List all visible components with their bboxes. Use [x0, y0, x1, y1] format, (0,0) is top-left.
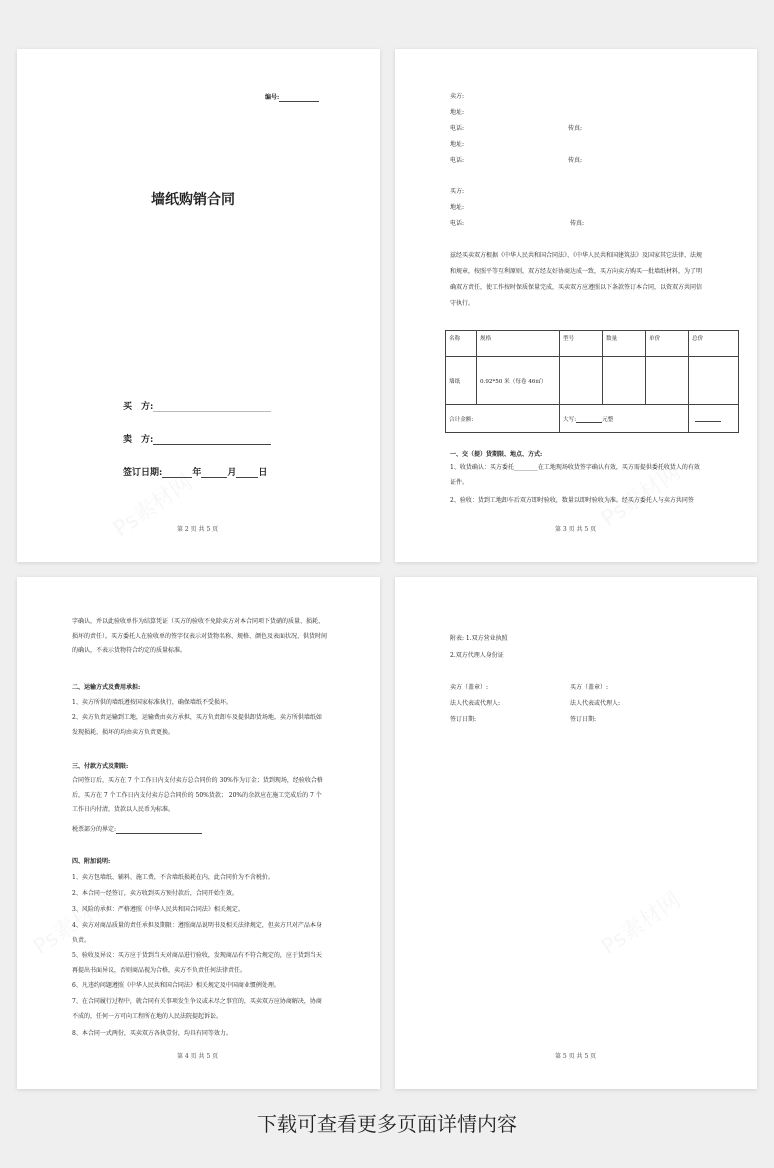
attachment-1: 附表: 1.双方营业执照 [450, 635, 508, 642]
buyer-field [123, 399, 271, 412]
table-row [446, 357, 739, 405]
contract-number-label: 编号: [265, 94, 280, 101]
section4-item: 3、风险的承担：严格遵照《中华人民共和国合同法》相关规定。 [72, 906, 244, 913]
section2-item: 1、卖方所供的墙纸遵按国家标准执行，确保墙纸不受损坏。 [72, 699, 232, 706]
table-header-cell: 总价 [689, 331, 739, 357]
total-amount-cell [446, 405, 560, 433]
section1-item1: 1、收货确认：买方委托________在工地现场收货签字确认有效，买方需提供委托收货人的有效证件。 [450, 464, 700, 486]
total-blank-cell [689, 405, 739, 433]
section3-title: 三、付款方式及期限: [72, 763, 129, 770]
section4-item: 4、卖方对商品质量的责任承担及期限：遵照商品说明书及相关法律规定，但卖方只对产品本身负责。 [72, 922, 322, 944]
contract-number-field [265, 94, 319, 102]
party2-phone: 电话: [450, 220, 465, 227]
day-label: 日 [258, 468, 268, 478]
page-footer: 第 4 页 共 5 页 [177, 1053, 219, 1060]
party1-phone: 电话: [450, 125, 465, 132]
buyer-label: 买 方: [123, 402, 154, 412]
section4-item: 5、验收及异议：买方应于货到当天对商品进行验收，发现商品有不符合规定的，应于货到当天再提出书面异议，否则商品视为合格，卖方不负责任何法律责任。 [72, 952, 322, 974]
table-cell [560, 357, 603, 405]
seller-seal-label: 卖方（盖章）: [450, 684, 489, 691]
section4-item: 8、本合同一式两份，买卖双方各执壹份，均具有同等效力。 [72, 1030, 232, 1037]
contract-terms-page [17, 577, 380, 1089]
download-more-caption[interactable]: 下载可查看更多页面详情内容 [257, 1112, 517, 1136]
party1-fax-2: 传真: [568, 157, 583, 164]
party1-phone-2: 电话: [450, 157, 465, 164]
continued-paragraph: 字确认，并以此验收单作为结算凭证（买方的验收不免除卖方对本合同项下货硝的质量、损耗、损坏的责任）。买方委托人在验收单的签字仅表示对货物名称、规格、颜色及表面状况、供货时间的确认，不表示货物符合约定的质量标准。 [72, 618, 328, 654]
party2-fax: 传真: [570, 220, 585, 227]
goods-table [445, 330, 739, 433]
capital-label: 大写: [563, 416, 577, 423]
table-total-row [446, 405, 739, 433]
contract-parties-page [395, 49, 757, 562]
section4-item: 2、本合同一经签订，卖方收到买方预付款后，合同开始生效。 [72, 890, 238, 897]
seller-label: 卖 方: [123, 435, 154, 445]
party1-address-2: 地址: [450, 141, 465, 148]
contract-signature-page [395, 577, 757, 1089]
table-cell: 墙纸 [446, 357, 477, 405]
table-cell [646, 357, 689, 405]
party2-buyer: 买方: [450, 188, 465, 195]
section4-item: 7、在合同履行过程中，就合同有关事项发生争议或未尽之事宜的，买卖双方应协商解决，协商不成的，任何一方可向工程所在地的人民法院提起诉讼。 [72, 998, 322, 1020]
table-cell [689, 357, 739, 405]
table-cell: 0.92*50 米（每卷 46㎡） [477, 357, 560, 405]
page-footer: 第 5 页 共 5 页 [555, 1053, 597, 1060]
party1-address: 地址: [450, 109, 465, 116]
section1-title: 一、交（提）货期限、地点、方式: [450, 451, 543, 458]
buyer-seal-label: 买方（盖章）: [570, 684, 609, 691]
total-amount-label: 合计金额: [449, 416, 474, 423]
section4-item: 1、卖方包墙纸、辅料、施工费，不含墙纸损耗在内，此合同价为不含税价。 [72, 874, 274, 881]
signing-date-field [123, 465, 267, 478]
watermark [594, 884, 686, 961]
seller-date-label: 签订日期: [450, 716, 477, 723]
intro-paragraph: 兹经买卖双方根据《中华人民共和国合同法》、《中华人民共和国建筑法》及国家其它法律、法规和规章，按照平等互利原则，双方经友好协商达成一致，买方向卖方购买一批墙纸材料，为了明确双方责任，使工作按时保质保量完成，买卖双方应遵照以下条款签订本合同，以资双方共同信守执行。 [450, 252, 703, 307]
year-label: 年 [192, 468, 202, 478]
section1-item2: 2、验收：货到工地卸车后双方即时验收，数量以即时验收为准。经买方委托人与卖方共同签 [450, 497, 694, 504]
table-header-cell: 数量 [603, 331, 646, 357]
buyer-representative-label: 法人代表或代理人: [570, 700, 621, 707]
section4-item: 6、凡违约问题遵照《中华人民共和国合同法》相关规定及中国商业惯例处理。 [72, 982, 280, 989]
signing-date-label: 签订日期: [123, 468, 163, 478]
table-header-cell: 型号 [560, 331, 603, 357]
page-footer: 第 3 页 共 5 页 [555, 526, 597, 533]
capital-amount-cell [560, 405, 689, 433]
party2-address: 地址: [450, 204, 465, 211]
seller-field [123, 432, 271, 445]
attachment-2: 2.双方代理人身份证 [450, 652, 504, 659]
table-cell [603, 357, 646, 405]
month-label: 月 [227, 468, 237, 478]
tax-invoice-field [72, 826, 202, 834]
tax-invoice-label: 税票部分的界定: [72, 826, 117, 833]
seller-representative-label: 法人代表或代理人: [450, 700, 501, 707]
section2-item: 2、卖方负责运输到工地，运输费由卖方承担，买方负责卸车及提供卸货场地。卖方所供墙纸如发现损耗、损坏的均由卖方负责更换。 [72, 714, 322, 736]
table-header-row [446, 331, 739, 357]
section4-title: 四、附加说明: [72, 858, 111, 865]
section3-paragraph: 合同签订后，买方在 7 个工作日内支付卖方总合同价的 30%作为订金；货到现场，经验收合格后，买方在 7 个工作日内支付卖方总合同价的 50%货款； 20%的余款应在施工完成后的 7 个工作日内付清，货款以人民币为标准。 [72, 777, 323, 813]
table-header-cell: 名称 [446, 331, 477, 357]
buyer-date-label: 签订日期: [570, 716, 597, 723]
page-footer: 第 2 页 共 5 页 [177, 526, 219, 533]
section2-title: 二、运输方式及费用承担: [72, 684, 141, 691]
table-header-cell: 规格 [477, 331, 560, 357]
party1-fax: 传真: [568, 125, 583, 132]
table-header-cell: 单价 [646, 331, 689, 357]
page-title: 墙纸购销合同 [151, 192, 235, 208]
party1-seller: 卖方: [450, 93, 465, 100]
capital-unit: 元整 [602, 416, 614, 423]
contract-cover-page [17, 49, 380, 562]
